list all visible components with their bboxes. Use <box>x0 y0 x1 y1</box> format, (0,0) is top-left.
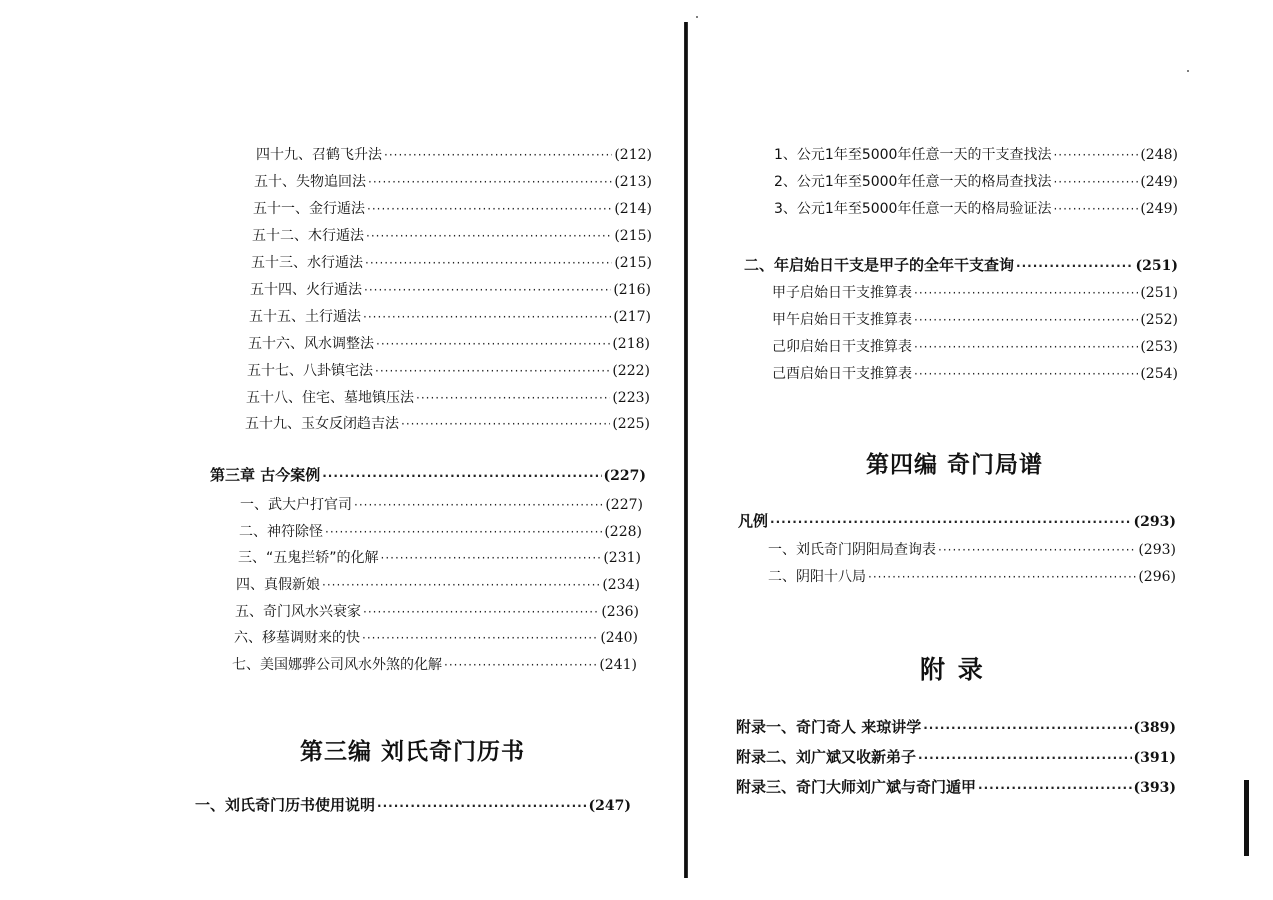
leader-dots <box>363 603 599 621</box>
leader-dots <box>364 281 611 299</box>
toc-entry <box>252 227 652 245</box>
toc-entry-page: (222) <box>612 363 650 379</box>
toc-entry-title: 2、公元1年至5000年任意一天的格局查找法 <box>774 174 1052 190</box>
toc-entry-page: (225) <box>612 416 650 432</box>
toc-entry <box>240 496 643 514</box>
toc-entry <box>768 568 1176 586</box>
toc-entry-page: (213) <box>614 174 652 190</box>
leader-dots <box>322 576 600 594</box>
toc-entry-page: (227) <box>605 497 643 513</box>
part-heading: 第三编 刘氏奇门历书 <box>300 739 526 765</box>
appendix-title: 附录一、奇门奇人 来琼讲学 <box>736 718 922 736</box>
toc-entry <box>248 335 650 353</box>
toc-entry-page: (228) <box>604 524 642 540</box>
toc-entry-page: (223) <box>612 390 650 406</box>
leader-dots <box>384 146 612 164</box>
right-page <box>688 0 1273 900</box>
toc-entry-title: 己卯启始日干支推算表 <box>772 339 912 355</box>
toc-entry <box>247 362 650 380</box>
leader-dots <box>1016 257 1134 275</box>
toc-entry-title: 五十四、火行遁法 <box>250 282 362 298</box>
leader-dots <box>368 173 612 191</box>
leader-dots <box>978 779 1132 797</box>
appendix-title: 附录三、奇门大师刘广斌与奇门遁甲 <box>736 778 977 796</box>
toc-entry-page: (247) <box>588 798 631 814</box>
leader-dots <box>377 797 587 815</box>
toc-entry-page: (253) <box>1140 339 1178 355</box>
toc-entry-title: 3、公元1年至5000年任意一天的格局验证法 <box>774 201 1052 217</box>
leader-dots <box>366 227 612 245</box>
appendix-entry <box>736 778 1176 797</box>
toc-entry-page: (231) <box>603 550 641 566</box>
toc-entry-title: 三、“五鬼拦轿”的化解 <box>238 550 379 566</box>
leader-dots <box>914 338 1138 356</box>
toc-entry-title: 二、神符除怪 <box>239 524 323 540</box>
section-title: 二、年启始日干支是甲子的全年干支查询 <box>744 256 1015 274</box>
toc-entry-page: (216) <box>613 282 651 298</box>
toc-entry <box>772 338 1178 356</box>
toc-entry-page: (215) <box>614 228 652 244</box>
leader-dots <box>365 254 612 272</box>
toc-entry <box>774 200 1178 218</box>
toc-entry <box>772 311 1178 329</box>
section-page: (293) <box>1133 514 1176 530</box>
leader-dots <box>938 541 1136 559</box>
toc-entry-title: 1、公元1年至5000年任意一天的干支查找法 <box>774 147 1052 163</box>
chapter-title: 第三章 古今案例 <box>210 466 321 484</box>
leader-dots <box>363 308 611 326</box>
toc-entry <box>249 308 651 326</box>
leader-dots <box>325 523 602 541</box>
toc-entry-title: 一、刘氏奇门历书使用说明 <box>195 796 376 814</box>
toc-entry-title: 五十九、玉女反闭趋吉法 <box>245 416 399 432</box>
toc-entry-page: (248) <box>1140 147 1178 163</box>
toc-entry-page: (252) <box>1140 312 1178 328</box>
toc-entry <box>774 146 1178 164</box>
leader-dots <box>362 629 598 647</box>
appendix-page: (393) <box>1133 780 1176 796</box>
leader-dots <box>444 656 597 674</box>
toc-entry-page: (218) <box>612 336 650 352</box>
toc-entry-title: 一、刘氏奇门阴阳局查询表 <box>768 542 936 558</box>
toc-entry-page: (249) <box>1140 201 1178 217</box>
toc-entry-page: (249) <box>1140 174 1178 190</box>
toc-entry-page: (236) <box>601 604 639 620</box>
leader-dots <box>354 496 603 514</box>
section-title: 凡例 <box>738 512 769 530</box>
toc-entry <box>254 173 652 191</box>
toc-entry-title: 五十一、金行遁法 <box>253 201 365 217</box>
toc-entry-title: 甲子启始日干支推算表 <box>772 285 912 301</box>
toc-entry-title: 五、奇门风水兴衰家 <box>235 604 361 620</box>
toc-entry-title: 五十六、风水调整法 <box>248 336 374 352</box>
toc-entry-title: 六、移墓调财来的快 <box>234 630 360 646</box>
toc-entry-title: 二、阴阳十八局 <box>768 569 866 585</box>
toc-entry <box>239 523 642 541</box>
appendix-page: (391) <box>1133 750 1176 766</box>
toc-entry <box>772 365 1178 383</box>
toc-entry <box>232 656 637 674</box>
toc-entry-title: 五十八、住宅、墓地镇压法 <box>246 390 414 406</box>
toc-entry <box>195 796 631 815</box>
toc-entry-page: (212) <box>614 147 652 163</box>
toc-entry-title: 七、美国娜骅公司风水外煞的化解 <box>232 657 442 673</box>
toc-entry <box>774 173 1178 191</box>
toc-entry-title: 甲午启始日干支推算表 <box>772 312 912 328</box>
leader-dots <box>1053 200 1138 218</box>
appendix-entry <box>736 718 1176 737</box>
chapter-entry <box>210 466 646 485</box>
leader-dots <box>914 284 1138 302</box>
toc-entry-title: 己酉启始日干支推算表 <box>772 366 912 382</box>
section-entry <box>738 512 1176 531</box>
toc-entry-page: (254) <box>1140 366 1178 382</box>
leader-dots <box>918 749 1132 767</box>
toc-entry <box>772 284 1178 302</box>
leader-dots <box>923 719 1131 737</box>
toc-entry-page: (215) <box>614 255 652 271</box>
leader-dots <box>375 362 610 380</box>
appendix-heading: 附 录 <box>920 655 985 684</box>
toc-entry-page: (296) <box>1138 569 1176 585</box>
leader-dots <box>416 389 610 407</box>
leader-dots <box>1053 173 1138 191</box>
leader-dots <box>914 311 1138 329</box>
toc-entry <box>251 254 652 272</box>
toc-entry <box>768 541 1176 559</box>
section-page: (251) <box>1135 258 1178 274</box>
leader-dots <box>376 335 610 353</box>
appendix-title: 附录二、刘广斌又收新弟子 <box>736 748 917 766</box>
part-heading: 第四编 奇门局谱 <box>866 452 1044 478</box>
toc-entry <box>236 576 640 594</box>
leader-dots <box>914 365 1138 383</box>
toc-entry-page: (251) <box>1140 285 1178 301</box>
toc-entry-page: (214) <box>614 201 652 217</box>
toc-entry-title: 五十二、木行遁法 <box>252 228 364 244</box>
toc-entry-page: (217) <box>613 309 651 325</box>
toc-entry <box>256 146 652 164</box>
toc-entry-title: 四、真假新娘 <box>236 577 320 593</box>
toc-entry <box>235 603 639 621</box>
section-entry <box>744 256 1178 275</box>
leader-dots <box>868 568 1136 586</box>
toc-entry-title: 五十五、土行遁法 <box>249 309 361 325</box>
toc-entry-page: (240) <box>600 630 638 646</box>
leader-dots <box>381 549 602 567</box>
toc-entry <box>246 389 650 407</box>
appendix-entry <box>736 748 1176 767</box>
leader-dots <box>367 200 612 218</box>
toc-entry-page: (293) <box>1138 542 1176 558</box>
toc-entry-title: 一、武大户打官司 <box>240 497 352 513</box>
leader-dots <box>322 467 601 485</box>
toc-entry <box>250 281 651 299</box>
toc-entry-page: (241) <box>599 657 637 673</box>
toc-entry <box>234 629 638 647</box>
toc-entry-title: 五十三、水行遁法 <box>251 255 363 271</box>
leader-dots <box>1053 146 1138 164</box>
toc-entry <box>245 415 650 433</box>
toc-entry-title: 五十、失物追回法 <box>254 174 366 190</box>
toc-entry <box>238 549 641 567</box>
toc-entry-title: 四十九、召鹤飞升法 <box>256 147 382 163</box>
toc-entry <box>253 200 652 218</box>
leader-dots <box>770 513 1132 531</box>
toc-entry-page: (234) <box>602 577 640 593</box>
chapter-page: (227) <box>603 468 646 484</box>
appendix-page: (389) <box>1133 720 1176 736</box>
toc-entry-title: 五十七、八卦镇宅法 <box>247 363 373 379</box>
leader-dots <box>401 415 610 433</box>
